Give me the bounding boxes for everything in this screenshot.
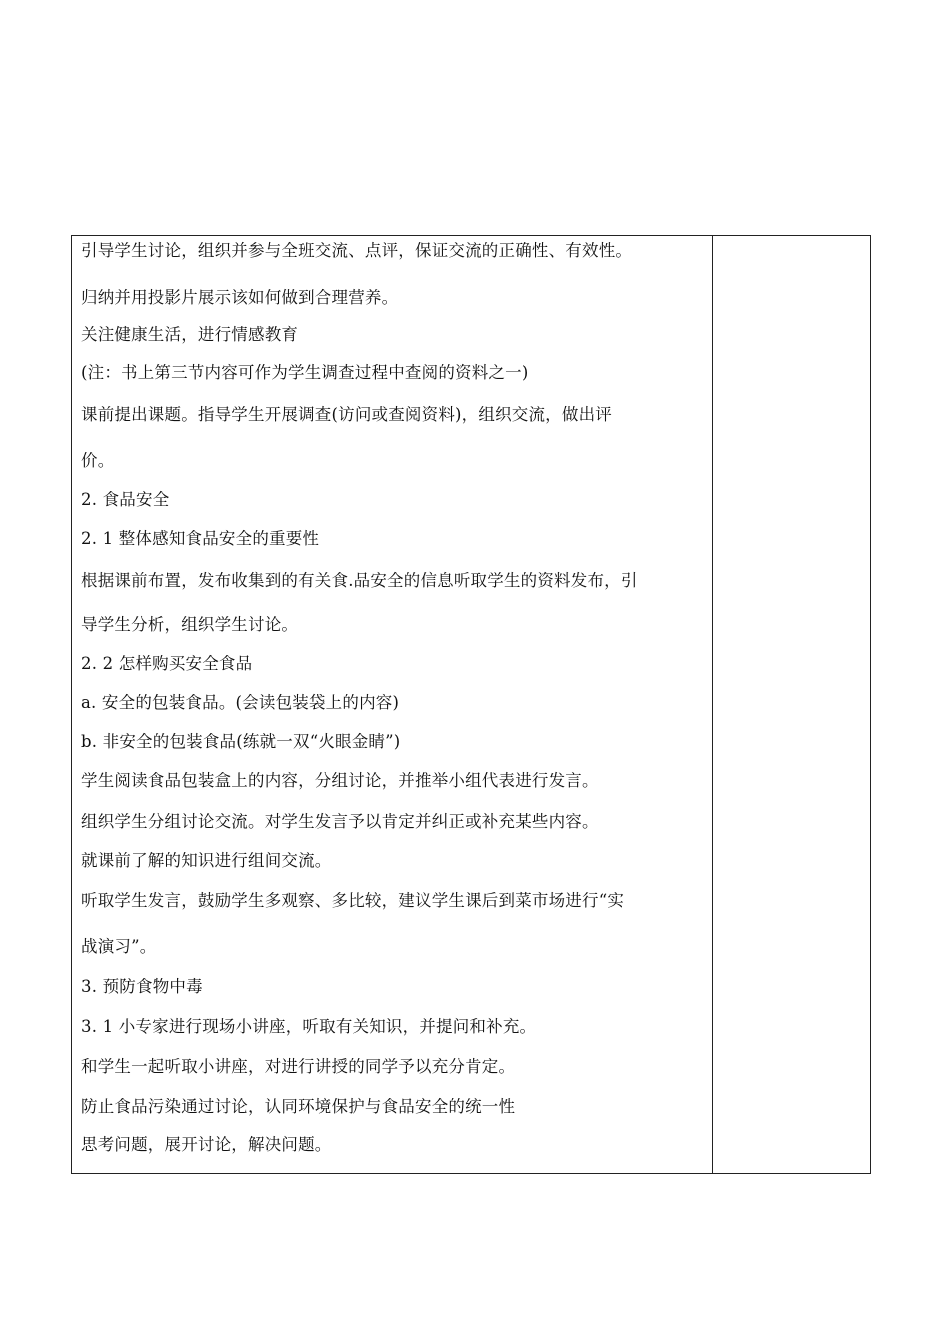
text-line: 战演习”。 <box>81 937 157 956</box>
text-line: 防止食品污染通过讨论，认同环境保护与食品安全的统一性 <box>81 1097 516 1116</box>
text-line: a. 安全的包装食品。(会读包装袋上的内容) <box>81 693 400 712</box>
text-line: b. 非安全的包装食品(练就一双“火眼金睛”) <box>81 732 401 751</box>
text-line: 根据课前布置，发布收集到的有关食.品安全的信息听取学生的资料发布，引 <box>81 571 638 590</box>
text-line: 导学生分析，组织学生讨论。 <box>81 615 299 634</box>
text-line: 归纳并用投影片展示该如何做到合理营养。 <box>81 288 399 307</box>
text-line: 听取学生发言，鼓励学生多观察、多比较，建议学生课后到菜市场进行“实 <box>81 891 625 910</box>
text-line: 思考问题，展开讨论，解决问题。 <box>81 1135 332 1154</box>
text-line: 引导学生讨论，组织并参与全班交流、点评，保证交流的正确性、有效性。 <box>81 241 633 260</box>
text-line: 组织学生分组讨论交流。对学生发言予以肯定并纠正或补充某些内容。 <box>81 812 599 831</box>
text-line: 课前提出课题。指导学生开展调查(访问或查阅资料)，组织交流，做出评 <box>81 405 612 424</box>
text-line: 关注健康生活，进行情感教育 <box>81 325 299 344</box>
text-line: (注：书上第三节内容可作为学生调查过程中查阅的资料之一) <box>81 363 529 382</box>
subsection-heading: 2. 1 整体感知食品安全的重要性 <box>81 529 320 548</box>
text-line: 价。 <box>81 451 115 470</box>
notes-column <box>713 236 870 1173</box>
subsection-heading: 2. 2 怎样购买安全食品 <box>81 654 253 673</box>
lesson-table <box>71 235 871 1174</box>
text-line: 和学生一起听取小讲座，对进行讲授的同学予以充分肯定。 <box>81 1057 516 1076</box>
text-line: 学生阅读食品包装盒上的内容，分组讨论，并推举小组代表进行发言。 <box>81 771 599 790</box>
section-heading: 3. 预防食物中毒 <box>81 977 203 996</box>
content-column <box>72 236 713 1173</box>
section-heading: 2. 食品安全 <box>81 490 170 509</box>
text-line: 就课前了解的知识进行组间交流。 <box>81 851 332 870</box>
subsection-heading: 3. 1 小专家进行现场小讲座，听取有关知识，并提问和补充。 <box>81 1017 537 1036</box>
